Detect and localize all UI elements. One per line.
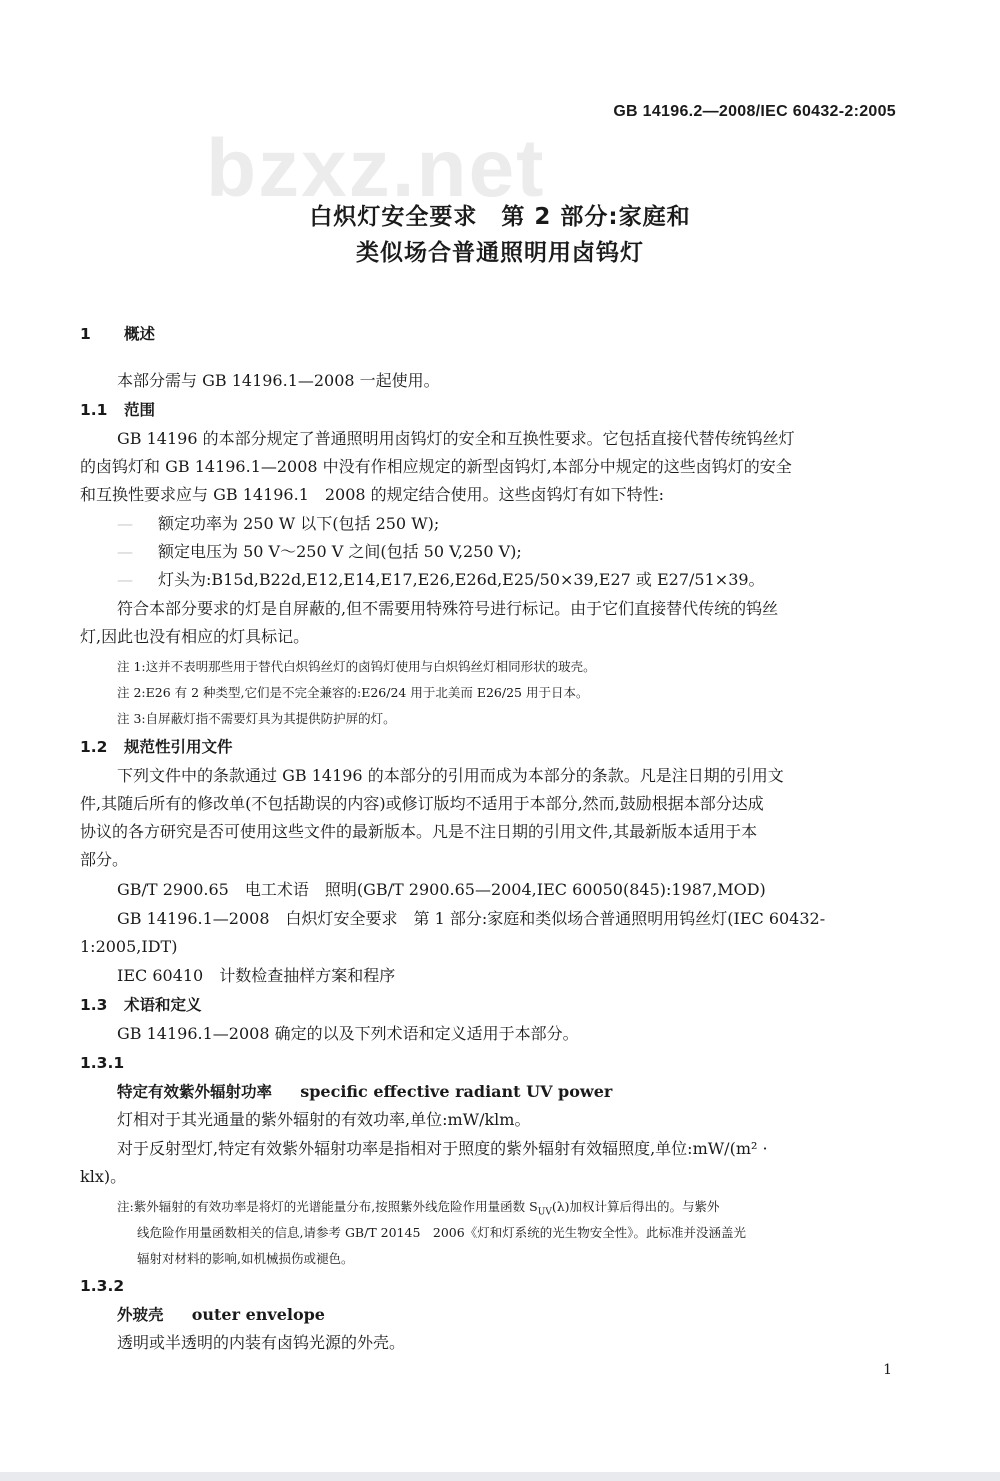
section-title: 概述 <box>124 325 156 343</box>
section-title: 规范性引用文件 <box>124 738 233 756</box>
section-title: 范围 <box>124 401 156 419</box>
reference-item: GB 14196.1—2008 白炽灯安全要求 第 1 部分:家庭和类似场合普通照明用钨丝灯(IEC 60432- <box>117 909 826 928</box>
note-line: 线危险作用量函数相关的信息,请参考 GB/T 20145 2006《灯和灯系统的光生物安全性》。此标准并没涵盖光 <box>137 1225 746 1240</box>
definition-line: 透明或半透明的内装有卤钨光源的外壳。 <box>117 1333 406 1352</box>
note-line: 辐射对材料的影响,如机械损伤或褪色。 <box>137 1251 354 1266</box>
page-number: 1 <box>883 1362 892 1378</box>
term-chinese: 外玻壳 <box>117 1306 164 1324</box>
list-item: 额定功率为 250 W 以下(包括 250 W); <box>158 514 440 533</box>
paragraph-line: 部分。 <box>80 850 129 869</box>
standard-code: GB 14196.2—2008/IEC 60432-2:2005 <box>613 103 896 120</box>
definition-line: 灯相对于其光通量的紫外辐射的有效功率,单位:mW/klm。 <box>117 1110 531 1129</box>
term-english: specific effective radiant UV power <box>300 1082 613 1101</box>
section-number: 1.1 <box>80 401 108 419</box>
paragraph-line: GB 14196 的本部分规定了普通照明用卤钨灯的安全和互换性要求。它包括直接代替传统钨丝灯 <box>117 429 795 448</box>
section-number: 1.3 <box>80 996 108 1014</box>
document-title-line1: 白炽灯安全要求 第 2 部分:家庭和 <box>309 204 691 230</box>
note-line <box>117 1196 720 1224</box>
note: 注 1:这并不表明那些用于替代白炽钨丝灯的卤钨灯使用与白炽钨丝灯相同形状的玻壳。 <box>117 659 596 674</box>
watermark: bzxz.net <box>206 123 546 214</box>
section-number: 1 <box>80 325 91 343</box>
list-bullet: — <box>117 514 133 533</box>
paragraph-line: 灯,因此也没有相应的灯具标记。 <box>80 627 310 646</box>
reference-item: 1:2005,IDT) <box>80 937 178 956</box>
paragraph-line: 下列文件中的条款通过 GB 14196 的本部分的引用而成为本部分的条款。凡是注日期的引用文 <box>117 766 784 785</box>
note: 注 3:自屏蔽灯指不需要灯具为其提供防护屏的灯。 <box>117 711 396 726</box>
paragraph-line: GB 14196.1—2008 确定的以及下列术语和定义适用于本部分。 <box>117 1024 579 1043</box>
section-1-3-1-number: 1.3.1 <box>80 1054 125 1072</box>
section-number: 1.2 <box>80 738 108 756</box>
paragraph-line: 和互换性要求应与 GB 14196.1 2008 的规定结合使用。这些卤钨灯有如下特性: <box>80 485 665 504</box>
section-1-heading <box>80 323 155 345</box>
list-item: 额定电压为 50 V～250 V 之间(包括 50 V,250 V); <box>158 542 522 561</box>
term-english: outer envelope <box>191 1305 325 1324</box>
reference-item: GB/T 2900.65 电工术语 照明(GB/T 2900.65—2004,IEC 60050(845):1987,MOD) <box>117 880 766 899</box>
note: 注 2:E26 有 2 种类型,它们是不完全兼容的:E26/24 用于北美而 E26/25 用于日本。 <box>117 685 589 700</box>
section-title: 术语和定义 <box>124 996 202 1014</box>
section-1-3-heading <box>80 994 202 1016</box>
document-title-line2: 类似场合普通照明用卤钨灯 <box>356 240 644 266</box>
paragraph-line: 符合本部分要求的灯是自屏蔽的,但不需要用特殊符号进行标记。由于它们直接替代传统的钨丝 <box>117 599 779 618</box>
reference-item: IEC 60410 计数检查抽样方案和程序 <box>117 966 396 985</box>
paragraph-line: 件,其随后所有的修改单(不包括勘误的内容)或修订版均不适用于本部分,然而,鼓励根据本部分达成 <box>80 794 764 813</box>
paragraph-line: 协议的各方研究是否可使用这些文件的最新版本。凡是不注日期的引用文件,其最新版本适用于本 <box>80 822 758 841</box>
list-bullet: — <box>117 570 133 589</box>
term-1-3-1 <box>117 1081 612 1103</box>
definition-line: klx)。 <box>80 1167 127 1186</box>
list-item: 灯头为:B15d,B22d,E12,E14,E17,E26,E26d,E25/50×39,E27 或 E27/51×39。 <box>158 570 765 589</box>
list-bullet: — <box>117 542 133 561</box>
paragraph-line: 的卤钨灯和 GB 14196.1—2008 中没有作相应规定的新型卤钨灯,本部分中规定的这些卤钨灯的安全 <box>80 457 792 476</box>
note-subscript: UV <box>537 1207 552 1218</box>
section-1-intro: 本部分需与 GB 14196.1—2008 一起使用。 <box>117 371 440 390</box>
note-text-tail: (λ)加权计算后得出的。与紫外 <box>551 1199 720 1214</box>
term-1-3-2 <box>117 1304 325 1326</box>
section-1-1-heading <box>80 399 155 421</box>
section-1-3-2-number: 1.3.2 <box>80 1277 125 1295</box>
term-chinese: 特定有效紫外辐射功率 <box>117 1083 273 1101</box>
definition-line: 对于反射型灯,特定有效紫外辐射功率是指相对于照度的紫外辐射有效辐照度,单位:mW/(m² · <box>117 1139 768 1158</box>
bottom-border <box>0 1472 1000 1481</box>
section-1-2-heading <box>80 736 233 758</box>
note-text: 注:紫外辐射的有效功率是将灯的光谱能量分布,按照紫外线危险作用量函数 S <box>117 1199 538 1214</box>
